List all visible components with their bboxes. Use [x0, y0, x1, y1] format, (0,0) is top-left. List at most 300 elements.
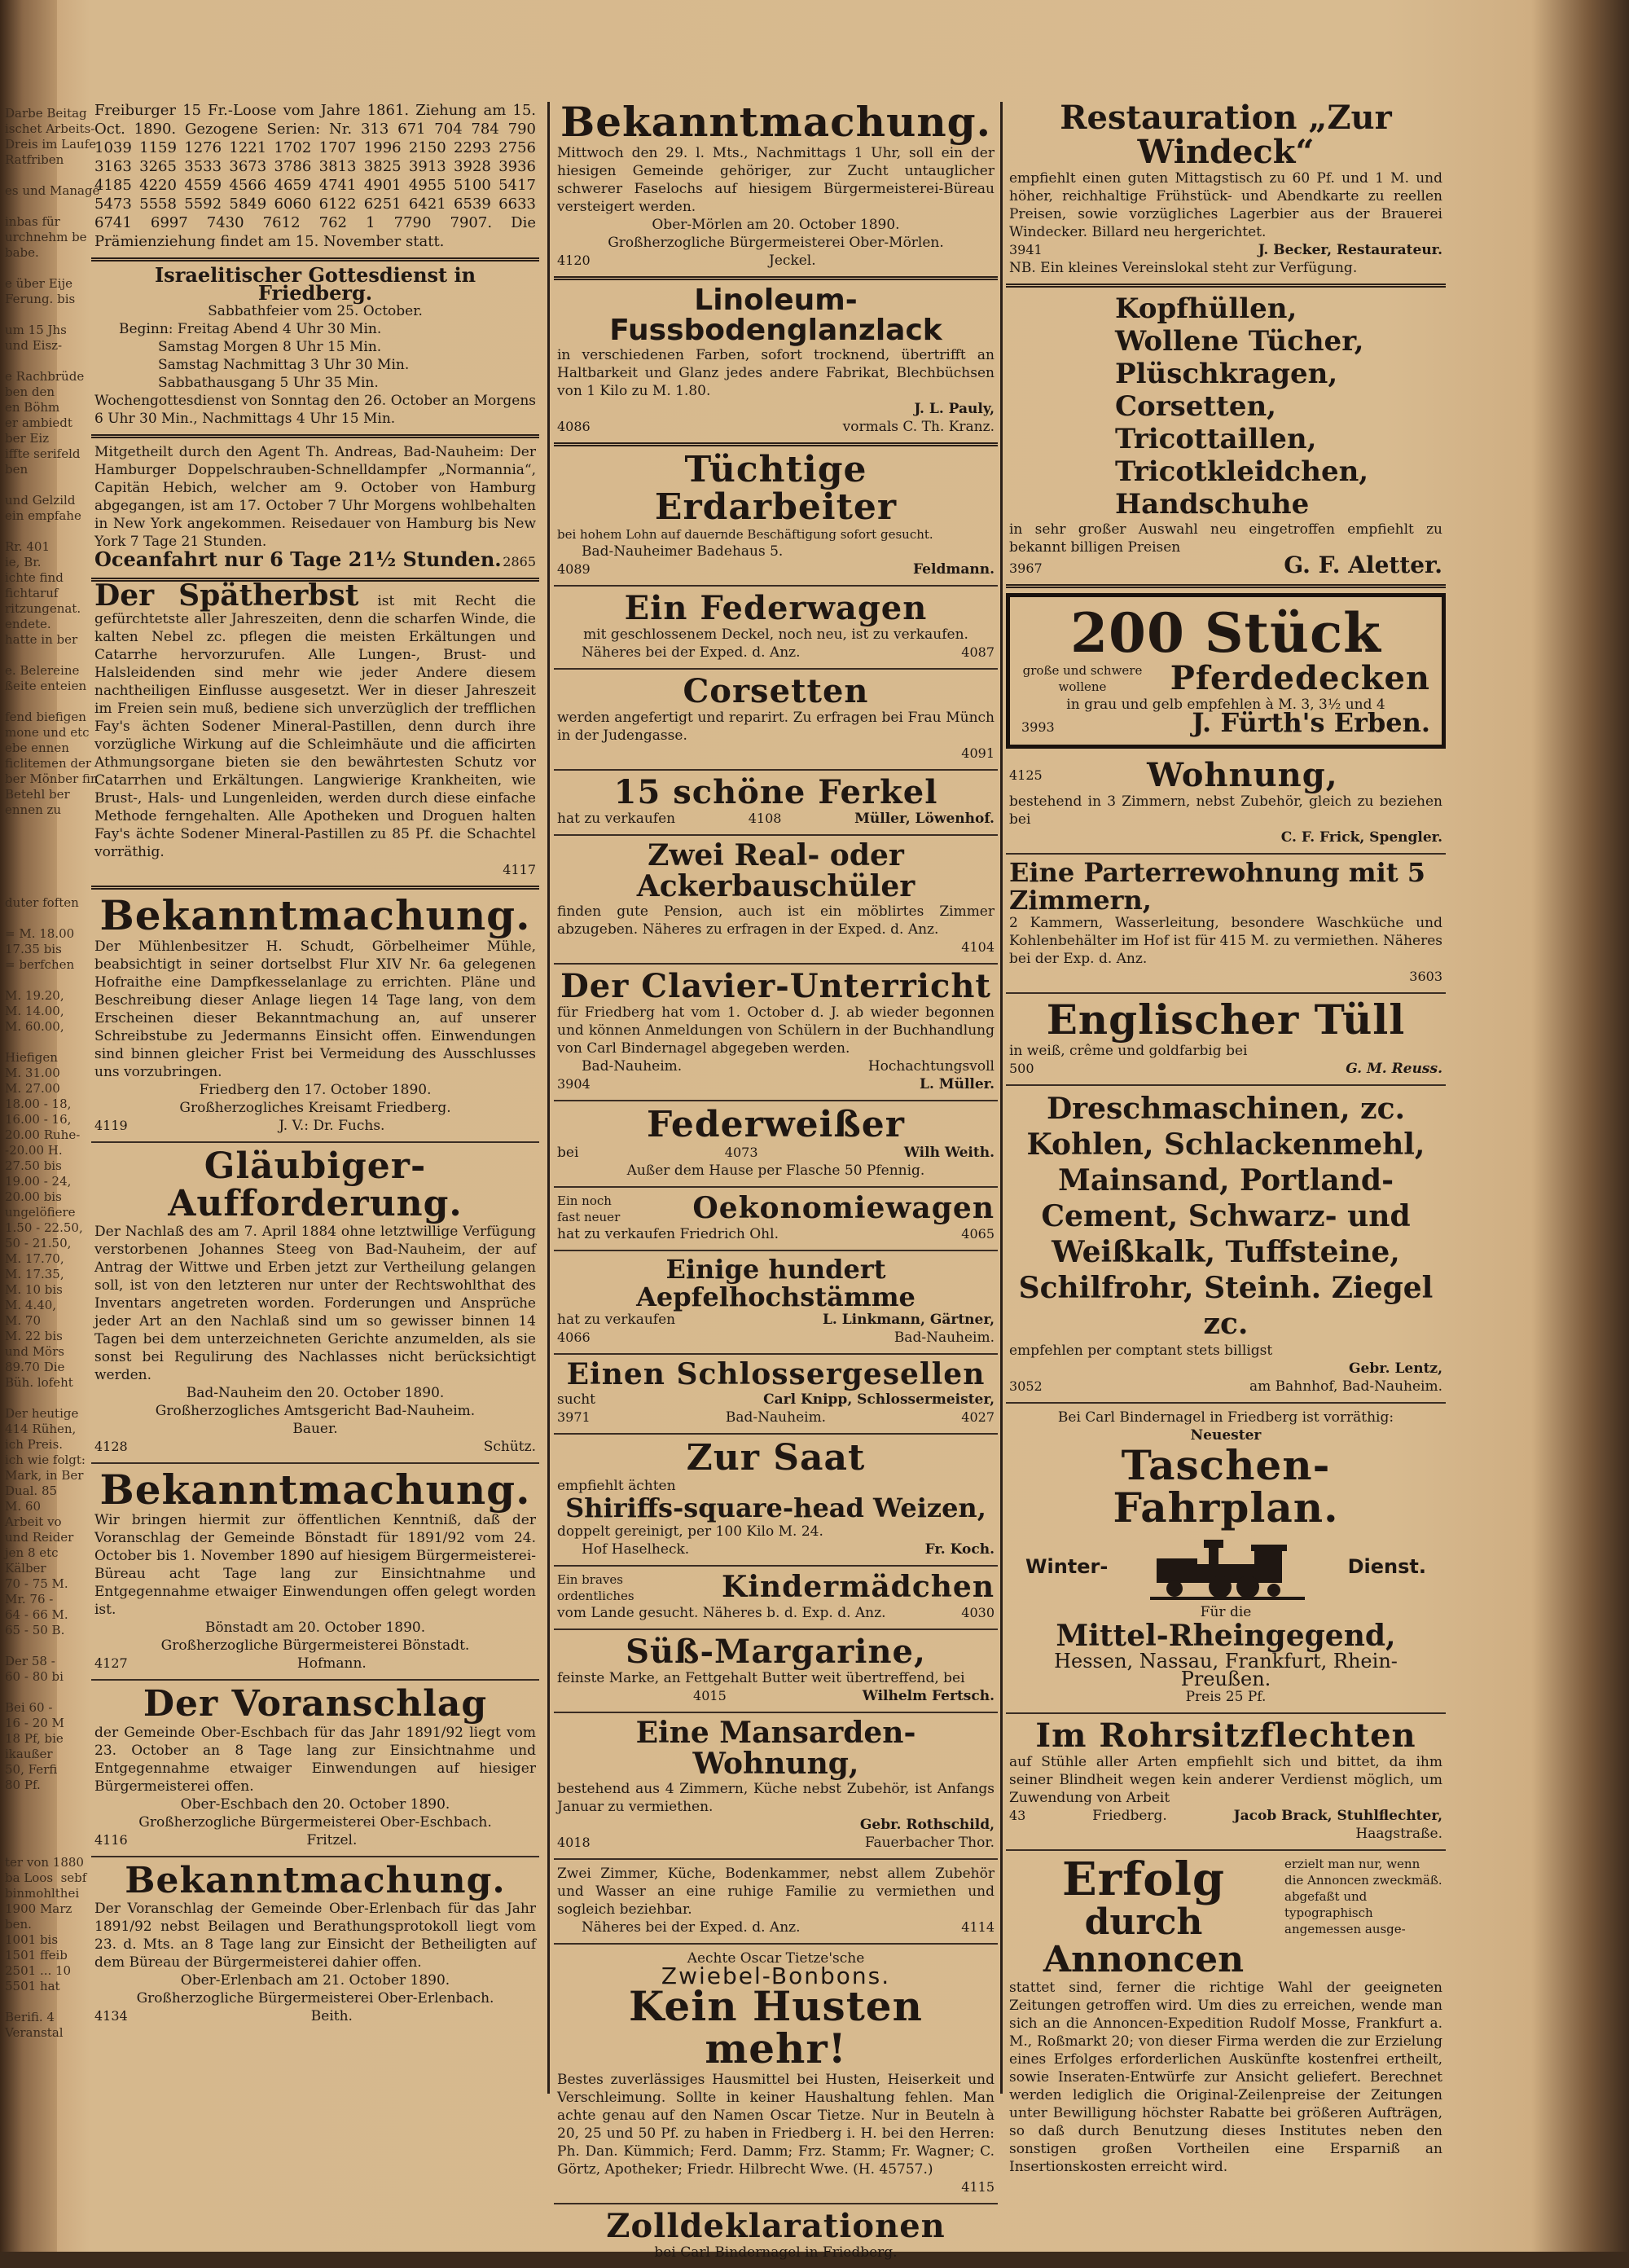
- binding-stub-line: Hiefigen: [5, 1050, 58, 1065]
- binding-stub-line: ich Preis.: [5, 1437, 64, 1452]
- budget-title: Der Voranschlag: [143, 1683, 488, 1725]
- binding-stub-line: 20.00 bis: [5, 1189, 62, 1204]
- binding-stub-line: [5, 818, 54, 833]
- parterre-ad: [1006, 855, 1446, 994]
- budget-date: Ober-Eschbach den 20. October 1890.: [180, 1796, 450, 1813]
- ad-number: 4015: [693, 1688, 727, 1704]
- nanny-pre: Ein braves ordentliches: [557, 1572, 634, 1604]
- notice-sign: Großherzogliche Bürgermeisterei Ober-Erlenbach.: [136, 1989, 494, 2006]
- notice-date: Bönstadt am 20. October 1890.: [204, 1620, 426, 1637]
- binding-stub-line: M. 19.20,: [5, 988, 64, 1003]
- timetable-price: Preis 25 Pf.: [1185, 1688, 1267, 1705]
- building-place: am Bahnhof, Bad-Nauheim.: [1249, 1378, 1442, 1395]
- synagogue-line: Sabbathausgang 5 Uhr 35 Min.: [158, 375, 379, 391]
- apple-text: hat zu verkaufen: [557, 1312, 676, 1329]
- binding-stub-line: fichtaruf: [5, 586, 59, 600]
- notice-text: Der Voranschlag der Gemeinde Ober-Erlenbach für das Jahr 1891/92 nebst Beilagen und Berathungsprotokoll liegt vom 23. d. Mts. an 8 Tage lang zur Einsicht der Betheiligten auf dem Büreau der Bürgermeisterei dahier offen.: [94, 1900, 536, 1971]
- binding-stub-line: Veranstal: [5, 2025, 64, 2040]
- margarine-sign: Wilhelm Fertsch.: [862, 1688, 995, 1705]
- customs-text: bei Carl Bindernagel in Friedberg.: [654, 2244, 898, 2261]
- budget-text: der Gemeinde Ober-Eschbach für das Jahr 1891/92 liegt vom 23. October an 8 Tage lang zur Einsichtnahme und Entgegennahme etwaiger Einwendungen auf hiesiger Bürgermeisterei offen.: [94, 1724, 536, 1795]
- binding-stub-line: und Gelzild: [5, 493, 76, 508]
- econwagon-pre: Ein noch fast neuer: [557, 1193, 621, 1225]
- building-sign: Gebr. Lentz,: [1348, 1360, 1442, 1377]
- seed-ad: [554, 1435, 998, 1567]
- ad-number: 43: [1009, 1807, 1026, 1823]
- binding-stub-line: [5, 168, 54, 183]
- binding-stub-line: [5, 1391, 54, 1406]
- notice-sign: Großherzogliches Kreisamt Friedberg.: [179, 1099, 451, 1116]
- cough-top: Aechte Oscar Tietze'sche: [687, 1949, 865, 1967]
- flat-text: bestehend in 3 Zimmern, nebst Zubehör, gleich zu beziehen bei: [1009, 793, 1442, 829]
- seed-pre: empfiehlt ächten: [557, 1478, 676, 1495]
- ad-number: 3052: [1009, 1378, 1043, 1394]
- binding-stub-line: ebe ennen: [5, 741, 69, 755]
- timetable-region: Mittel-Rheingegend,: [1056, 1618, 1396, 1653]
- wine-sign: Wilh Weith.: [903, 1145, 995, 1162]
- linoleum-ad: [554, 280, 998, 447]
- binding-stub-line: [5, 833, 54, 849]
- binding-stub-line: Darbe Beitag: [5, 106, 87, 121]
- binding-stub-line: e Rachbrüde: [5, 369, 85, 384]
- attic-title: Eine Mansarden-Wohnung,: [635, 1716, 916, 1781]
- timetable-ad: [1006, 1404, 1446, 1714]
- ad-number: 3967: [1009, 560, 1043, 576]
- notice-oberm: [554, 96, 998, 280]
- binding-stub-line: M. 60.00,: [5, 1019, 64, 1034]
- corsets-text: werden angefertigt und reparirt. Zu erfragen bei Frau Münch in der Judengasse.: [557, 710, 995, 745]
- knitwear-ad: [1006, 288, 1446, 588]
- notice-title: Bekanntmachung.: [560, 98, 992, 146]
- cane-ad: [1006, 1714, 1446, 1851]
- building-title: Dreschmaschinen, zc. Kohlen, Schlackenmehl, Mainsand, Portland-Cement, Schwarz- und Weißkalk, Tuffsteine, Schilfrohr, Steinh. Ziegel zc.: [1018, 1091, 1434, 1341]
- binding-stub-line: [5, 648, 54, 663]
- flat-ad: [1006, 754, 1446, 855]
- ad-number: 500: [1009, 1060, 1034, 1076]
- binding-stub-line: 70 - 75 M.: [5, 1576, 68, 1591]
- workers-place: Bad-Nauheimer Badehaus 5.: [582, 543, 784, 560]
- tulle-ad: [1006, 994, 1446, 1086]
- binding-stub-line: Der 58 -: [5, 1654, 55, 1668]
- notice-title: Bekanntmachung.: [99, 1465, 531, 1514]
- binding-stub-line: [5, 864, 54, 880]
- students-title: Zwei Real- oder Ackerbauschüler: [636, 838, 915, 904]
- binding-stub-line: er ambiedt: [5, 415, 72, 430]
- column-rule: [1000, 102, 1003, 2094]
- restaurant-title: Restauration „Zur Windeck“: [1060, 99, 1392, 171]
- wine-bei: bei: [557, 1145, 579, 1162]
- seed-title: Zur Saat: [686, 1437, 866, 1479]
- piano-sign: L. Müller.: [919, 1076, 995, 1093]
- binding-stub-line: ber Mönber fin: [5, 771, 99, 786]
- notice-sign: J. V.: Dr. Fuchs.: [279, 1117, 385, 1134]
- cough-ad: [554, 1945, 998, 2204]
- late-autumn-title: Der Spätherbst: [94, 578, 359, 613]
- binding-stub-line: ben.: [5, 1917, 32, 1932]
- flat-sign: C. F. Frick, Spengler.: [1280, 829, 1442, 846]
- late-autumn-ad: [91, 578, 539, 890]
- apple-sign: Bad-Nauheim.: [894, 1330, 995, 1347]
- binding-stub-line: fend biefigen: [5, 710, 86, 724]
- binding-stub-line: es und Manage: [5, 183, 100, 198]
- binding-stub-line: [5, 1685, 54, 1700]
- success-text: stattet sind, ferner die richtige Wahl der geeigneten Zeitungen getroffen wird. Um dies zu erreichen, wende man sich an die Annoncen-Expedition Rudolf Mosse, Frankfurt a. M., Roßmarkt 20; von dieser Firma werden die zur Erzielung eines Erfolges erforderlichen Auskünfte kostenfrei ertheilt, sowie Inseraten-Entwürfe zur Ansicht geliefert. Berechnet werden lediglich die Original-Zeilenpreise der Zeitungen unter Bewilligung höchster Rabatte bei größeren Aufträgen, so daß durch Benutzung dieses Institutes neben den sonstigen großen Vortheilen eine Ersparniß an Insertionskosten erreicht wird.: [1009, 1979, 1442, 2175]
- workers-sign: Feldmann.: [913, 561, 995, 578]
- binding-stub-line: ikaußer: [5, 1747, 53, 1761]
- seed-sign: Fr. Koch.: [924, 1541, 995, 1558]
- ad-number: 3971: [557, 1409, 591, 1426]
- binding-stub-line: urchnehm be: [5, 230, 87, 244]
- ad-number: 4115: [961, 2178, 995, 2195]
- wine-title: Federweißer: [647, 1104, 905, 1146]
- binding-stub-line: M. 60: [5, 1499, 41, 1514]
- knitwear-text: in sehr großer Auswahl neu eingetroffen empfiehlt zu bekannt billigen Preisen: [1009, 521, 1442, 556]
- rooms-more: Näheres bei der Exped. d. Anz.: [582, 1919, 801, 1936]
- linoleum-text: in verschiedenen Farben, sofort trocknend, übertrifft an Haltbarkeit und Glanz jedes andere Fabrikat, Blechbüchsen von 1 Kilo zu M. 1.80.: [557, 347, 995, 400]
- notice-text: Der Mühlenbesitzer H. Schudt, Görbelheimer Mühle, beabsichtigt in seiner dortselbst Flur XIV Nr. 6a gelegenen Hofraithe eine Dampfkesselanlage zu errichten. Pläne und Beschreibung dieser Anlage liegen 14 Tage lang, von dem Erscheinen dieser Bekanntmachung an, auf unserer Schreibstube zu Jedermanns Einsicht offen. Einwendungen sind binnen gleicher Frist bei Vermeidung des Ausschlusses uns vorzubringen.: [94, 938, 536, 1080]
- budget-notice: [91, 1681, 539, 1857]
- binding-stub-line: ischet Arbeits-: [5, 121, 95, 136]
- binding-stub-line: Berifi. 4: [5, 2010, 55, 2024]
- synagogue-notice: [91, 262, 539, 438]
- creditors-title: Gläubiger-Aufforderung.: [168, 1145, 463, 1224]
- binding-stub-line: M. 22 bis: [5, 1329, 63, 1343]
- blankets-title2: Pferdedecken: [1170, 659, 1430, 698]
- ad-number: 4128: [94, 1438, 128, 1454]
- notice-boenstadt: [91, 1464, 539, 1681]
- column-left: [91, 96, 539, 2100]
- steamer-text: Mitgetheilt durch den Agent Th. Andreas, Bad-Nauheim: Der Hamburger Doppelschrauben-Schnelldampfer „Normannia“, Capitän Hebich, welcher am 9. October von Hamburg abgegangen, ist am 17. October 7 Uhr Morgens wohlbehalten in New York angekommen. Reisedauer von Hamburg bis New York 7 Tage 21 Stunden.: [94, 444, 536, 550]
- steamer-notice: [91, 438, 539, 582]
- cane-sign: Haagstraße.: [1355, 1825, 1442, 1842]
- binding-stub-line: um 15 Jhs: [5, 323, 67, 337]
- locomotive-icon: [1150, 1530, 1305, 1603]
- notice-title: Bekanntmachung.: [125, 1859, 506, 1901]
- binding-stub-line: 50 - 21.50,: [5, 1236, 72, 1250]
- notice-sign: Großherzogliche Bürgermeisterei Ober-Mörlen.: [608, 234, 944, 251]
- success-side: erzielt man nur, wenn die Annoncen zweckmäß. abgefaßt und typographisch angemessen ausge-: [1284, 1856, 1442, 1936]
- binding-stub-line: [5, 694, 54, 710]
- locksmith-ad: [554, 1355, 998, 1435]
- synagogue-sub: Sabbathfeier vom 25. October.: [208, 303, 423, 319]
- column-middle: [554, 96, 998, 2261]
- binding-stub-line: M. 4.40,: [5, 1298, 57, 1312]
- workers-text: bei hohem Lohn auf dauernde Beschäftigung sofort gesucht.: [557, 527, 933, 543]
- restaurant-text: empfiehlt einen guten Mittagstisch zu 60 Pf. und 1 M. und höher, reichhaltige Frühstück- und Abendkarte zu reellen Preisen, sowie vorzügliches Lagerbier aus der Brauerei Windecker. Billard neu hergerichtet.: [1009, 170, 1442, 240]
- binding-stub-line: [5, 1839, 54, 1855]
- ad-number: 4087: [961, 644, 995, 661]
- binding-stub-line: iffte serifeld: [5, 446, 81, 461]
- notice-erlenbach: [91, 1857, 539, 2032]
- binding-stub-line: M. 10 bis: [5, 1282, 63, 1297]
- knitwear-item: Kopfhüllen,: [1115, 292, 1297, 325]
- binding-stub-line: Bei 60 -: [5, 1700, 53, 1715]
- ad-number: 4027: [961, 1409, 995, 1426]
- cough-sub: Zwiebel-Bonbons.: [661, 1962, 891, 1989]
- blankets-ad: [1006, 593, 1446, 749]
- students-ad: [554, 836, 998, 965]
- rooms-ad: [554, 1860, 998, 1945]
- binding-stub-line: [5, 261, 54, 276]
- linoleum-sign: vormals C. Th. Kranz.: [842, 419, 995, 436]
- ad-number: 4030: [961, 1605, 995, 1621]
- notice-mill: [91, 890, 539, 1143]
- notice-text: Mittwoch den 29. l. Mts., Nachmittags 1 Uhr, soll ein der hiesigen Gemeinde gehöriger, zur Zucht untauglicher schwerer Faselochs auf hiesigem Bürgermeisterei-Büreau versteigert werden.: [557, 144, 995, 215]
- binding-stub-line: 20.00 Ruhe-: [5, 1127, 81, 1142]
- locksmith-title: Einen Schlossergesellen: [566, 1357, 986, 1392]
- restaurant-sign: J. Becker, Restaurateur.: [1258, 242, 1442, 258]
- cane-text: auf Stühle aller Arten empfiehlt sich und bittet, da ihm seiner Blindheit wegen kein anderer Verdienst möglich, um Zuwendung von Arbeit: [1009, 1753, 1442, 1806]
- binding-stub-line: endete.: [5, 617, 51, 631]
- margarine-ad: [554, 1630, 998, 1713]
- wine-ad: [554, 1101, 998, 1188]
- lottery-notice: [91, 96, 539, 262]
- creditors-text: Der Nachlaß des am 7. April 1884 ohne letztwillige Verfügung verstorbenen Johannes Steeg von Bad-Nauheim, der auf Antrag der Wittwe und Erben jetzt zur Vertheilung gelangen soll, ist von den letzteren nur unter der Rechtswohlthat des Inventars angetreten worden. Forderungen und Ansprüche jeder Art an den Nachlaß sind um so gewisser binnen 14 Tagen bei dem unterzeichneten Gerichte anzumelden, als sie sonst bei Regulirung des Nachlasses nicht berücksichtigt werden.: [94, 1223, 536, 1383]
- piano-title: Der Clavier-Unterricht: [560, 967, 991, 1006]
- binding-stub-line: M. 17.70,: [5, 1251, 64, 1266]
- binding-stub-line: 17.35 bis: [5, 942, 62, 956]
- nanny-text: vom Lande gesucht. Näheres b. d. Exp. d. Anz.: [557, 1605, 886, 1622]
- binding-stub-line: [5, 307, 54, 323]
- restaurant-ad: [1006, 96, 1446, 288]
- ad-number: 4089: [557, 561, 591, 578]
- timetable-top: Bei Carl Bindernagel in Friedberg ist vorräthig:: [1057, 1409, 1394, 1426]
- ad-number: 3941: [1009, 242, 1043, 257]
- binding-stub-line: und Mörs: [5, 1344, 64, 1359]
- piglets-sign: Müller, Löwenhof.: [854, 811, 995, 828]
- binding-stub-line: ie, Br.: [5, 555, 42, 569]
- binding-stub-line: 89.70 Die: [5, 1360, 65, 1374]
- piano-text: für Friedberg hat vom 1. October d. J. ab wieder begonnen und können Anmeldungen von Schülern in der Buchhandlung von Carl Bindernagel abgegeben werden.: [557, 1004, 995, 1057]
- flat-title: Wohnung,: [1147, 756, 1338, 795]
- binding-stub-line: [5, 1809, 54, 1824]
- notice-date: Ober-Erlenbach am 21. October 1890.: [180, 1971, 450, 1989]
- binding-stub-line: [5, 1994, 54, 2010]
- binding-stub-line: 1001 bis: [5, 1932, 59, 1947]
- piglets-ad: [554, 771, 998, 836]
- binding-stub-line: Ferung. bis: [5, 292, 76, 306]
- ad-number: 4119: [94, 1117, 128, 1133]
- binding-stub-line: e. Belereine: [5, 663, 80, 678]
- ad-number: 3904: [557, 1076, 591, 1092]
- binding-stub-line: 65 - 50 B.: [5, 1623, 65, 1637]
- binding-stub-line: ichte find: [5, 570, 64, 585]
- workers-ad: [554, 446, 998, 587]
- binding-stub-line: binmohlthei: [5, 1886, 80, 1901]
- binding-stub-line: [5, 524, 54, 539]
- binding-stub-line: en Böhm: [5, 400, 60, 415]
- binding-stub-line: [5, 1035, 54, 1050]
- ad-number: 4117: [503, 862, 536, 877]
- cough-text: Bestes zuverlässiges Hausmittel bei Husten, Heiserkeit und Verschleimung. Sollte in keiner Haushaltung fehlen. Man achte genau auf den Namen Oscar Tietze. Nur in Beuteln à 20, 25 und 50 Pf. zu haben in Friedberg i. H. bei den Herren: Ph. Dan. Kümmich; Ferd. Damm; Frz. Stamm; Fr. Wagner; C. Görtz, Apotheker; Friedr. Hilbrecht Wwe. (H. 45757.): [557, 2071, 995, 2178]
- binding-stub-line: M. 31.00: [5, 1066, 60, 1080]
- knitwear-item: Wollene Tücher,: [1115, 325, 1364, 358]
- attic-text: bestehend aus 4 Zimmern, Küche nebst Zubehör, ist Anfangs Januar zu vermiethen.: [557, 1780, 995, 1815]
- binding-stub-line: = berfchen: [5, 957, 75, 972]
- customs-ad: [554, 2204, 998, 2268]
- binding-stub-line: hatte in ber: [5, 632, 78, 647]
- binding-stub-line: 5501 hat: [5, 1979, 60, 1993]
- timetable-for: Für die: [1200, 1603, 1252, 1620]
- blankets-pre: wollene: [1058, 679, 1107, 695]
- binding-stub-line: 50, Ferfi: [5, 1762, 58, 1777]
- ad-number: 4125: [1009, 767, 1043, 784]
- timetable-right: Dienst.: [1347, 1554, 1426, 1578]
- knitwear-item: Plüschkragen,: [1115, 358, 1338, 390]
- binding-stub-line: ber Eiz: [5, 431, 50, 446]
- notice-text: Wir bringen hiermit zur öffentlichen Kenntniß, daß der Voranschlag der Gemeinde Bönstadt für 1891/92 vom 24. October bis 1. November 1890 auf hiesigem Bürgermeisterei-Büreau acht Tage lang zur Einsichtnahme und Entgegennahme etwaiger Einwendungen offen gelegt worden ist.: [94, 1512, 536, 1619]
- binding-stub-line: -20.00 H.: [5, 1143, 63, 1158]
- cough-title: Kein Husten mehr!: [629, 1981, 923, 2073]
- students-text: finden gute Pension, auch ist ein möblirtes Zimmer abzugeben. Näheres zu erfragen in der Exped. d. Anz.: [557, 903, 995, 938]
- ad-number: 3603: [1409, 969, 1442, 985]
- notice-title: Bekanntmachung.: [99, 891, 531, 939]
- econwagon-title: Oekonomiewagen: [692, 1191, 995, 1226]
- ad-number: 4086: [557, 419, 591, 435]
- binding-stub-line: 64 - 66 M.: [5, 1607, 68, 1622]
- creditors-sign: Schütz.: [483, 1438, 536, 1455]
- binding-stub-line: jen 8 etc: [5, 1545, 59, 1560]
- locksmith-sign: Bad-Nauheim.: [725, 1409, 827, 1426]
- binding-stub-line: Büh. lofeht: [5, 1375, 73, 1390]
- attic-sign: Gebr. Rothschild,: [859, 1816, 995, 1833]
- ad-number: 4091: [961, 745, 995, 762]
- binding-stub-line: e über Eije: [5, 276, 72, 291]
- binding-stub-text: [5, 106, 100, 2041]
- column-rule: [547, 102, 550, 2094]
- ad-number: 4127: [94, 1655, 128, 1672]
- piano-place: Bad-Nauheim.: [582, 1058, 683, 1075]
- blankets-pre: große und schwere: [1022, 663, 1143, 679]
- synagogue-line: Samstag Morgen 8 Uhr 15 Min.: [158, 339, 382, 355]
- ad-number: 4116: [94, 1831, 128, 1848]
- locksmith-sign: Carl Knipp, Schlossermeister,: [763, 1391, 995, 1409]
- binding-stub-line: ungelöfiere: [5, 1205, 76, 1220]
- ad-number: 4104: [961, 939, 995, 956]
- synagogue-title: Israelitischer Gottesdienst in Friedberg.: [154, 263, 476, 305]
- notice-date: Ober-Mörlen am 20. October 1890.: [652, 216, 900, 233]
- ad-number: 4065: [961, 1226, 995, 1242]
- corsets-ad: [554, 670, 998, 771]
- econwagon-text: hat zu verkaufen Friedrich Ohl.: [557, 1226, 779, 1243]
- corsets-title: Corsetten: [683, 672, 869, 711]
- tulle-text: in weiß, crême und goldfarbig bei: [1009, 1042, 1248, 1059]
- tulle-sign: G. M. Reuss.: [1346, 1060, 1442, 1077]
- binding-stub-line: ßeite enteien: [5, 679, 87, 693]
- binding-stub-line: ennen zu: [5, 802, 62, 817]
- rooms-text: Zwei Zimmer, Küche, Bodenkammer, nebst allem Zubehör und Wasser an eine ruhige Familie zu vermiethen und sogleich beziehbar.: [557, 1865, 995, 1918]
- seed-place: Hof Haselheck.: [582, 1541, 690, 1558]
- seed-text: doppelt gereinigt, per 100 Kilo M. 24.: [557, 1523, 823, 1541]
- binding-stub-line: ich wie folgt:: [5, 1453, 86, 1467]
- binding-stub-line: und Eisz-: [5, 338, 63, 353]
- binding-stub-line: babe.: [5, 245, 39, 260]
- customs-title: Zolldeklarationen: [606, 2206, 946, 2245]
- parterre-title: Eine Parterrewohnung mit 5 Zimmern,: [1009, 857, 1425, 916]
- binding-stub-line: 1.50 - 22.50,: [5, 1220, 83, 1235]
- lottery-text: Freiburger 15 Fr.-Loose vom Jahre 1861. Ziehung am 15. Oct. 1890. Gezogene Serien: Nr. 313 671 704 784 790 1039 1159 1276 1221 1702 1707 1996 2150 2293 2756 3163 3265 3533 3673 3786 3813 3825 3913 3928 3936 4185 4220 4559 4566 4659 4741 4901 4955 5100 5417 5473 5558 5592 5849 6060 6122 6251 6421 6539 6633 6741 6997 7430 7612 762 1 7790 7907. Die Prämienziehung findet am 15. November statt.: [94, 102, 536, 250]
- binding-stub-line: 16.00 - 16,: [5, 1112, 72, 1127]
- binding-stub-line: 60 - 80 bi: [5, 1669, 64, 1684]
- success-ad: [1006, 1851, 1446, 2182]
- creditors-sign: Großherzogliches Amtsgericht Bad-Nauheim.: [155, 1402, 476, 1419]
- creditors-sign: Bauer.: [292, 1420, 338, 1437]
- ad-number: 4114: [961, 1919, 995, 1935]
- econwagon-ad: [554, 1188, 998, 1251]
- binding-stub-line: 80 Pf.: [5, 1778, 41, 1792]
- binding-stub-line: 19.00 - 24,: [5, 1174, 72, 1189]
- binding-stub-line: 1900 Marz: [5, 1901, 72, 1916]
- ad-number: 4018: [557, 1834, 591, 1850]
- budget-sign: Fritzel.: [306, 1831, 358, 1848]
- notice-sign: Jeckel.: [769, 252, 816, 269]
- binding-stub-line: 18 Pf, bie: [5, 1731, 64, 1746]
- synagogue-line: Beginn: Freitag Abend 4 Uhr 30 Min.: [119, 321, 382, 337]
- binding-stub-line: Mark, in Ber: [5, 1468, 84, 1483]
- timetable-title: Taschen-Fahrplan.: [1113, 1440, 1339, 1532]
- binding-stub-line: [5, 849, 54, 864]
- binding-stub-line: [5, 354, 54, 369]
- federwagen-title: Ein Federwagen: [624, 589, 928, 628]
- notice-date: Friedberg den 17. October 1890.: [199, 1081, 432, 1098]
- seed-product: Shiriffs-square-head Weizen,: [565, 1492, 986, 1524]
- binding-stub-line: [5, 1824, 54, 1839]
- notice-sign: Großherzogliche Bürgermeisterei Bönstadt.: [160, 1637, 470, 1655]
- binding-stub-line: ter von 1880: [5, 1855, 84, 1870]
- binding-stub-line: M. 17.35,: [5, 1267, 64, 1281]
- federwagen-ad: [554, 587, 998, 670]
- cane-title: Im Rohrsitzflechten: [1035, 1716, 1416, 1755]
- binding-stub-line: [5, 199, 54, 214]
- ad-number: 2865: [503, 554, 536, 569]
- success-title: Erfolg: [1061, 1852, 1226, 1906]
- binding-stub-line: = M. 18.00: [5, 926, 75, 941]
- binding-stub-line: ritzungenat.: [5, 601, 81, 616]
- synagogue-footer: Wochengottesdienst von Sonntag den 26. October an Morgens 6 Uhr 30 Min., Nachmittags 4 Uhr 15 Min.: [94, 393, 536, 427]
- cane-place: Friedberg.: [1092, 1807, 1167, 1824]
- binding-stub-line: inbas für: [5, 214, 60, 229]
- federwagen-more: Näheres bei der Exped. d. Anz.: [582, 644, 801, 662]
- ad-number: 4134: [94, 2007, 128, 2024]
- linoleum-sign: J. L. Pauly,: [914, 401, 995, 418]
- wine-text: Außer dem Hause per Flasche 50 Pfennig.: [626, 1163, 925, 1180]
- binding-stub-line: [5, 1793, 54, 1809]
- knitwear-item: Tricotkleidchen,: [1115, 455, 1369, 488]
- binding-stub-line: Kälber: [5, 1561, 46, 1576]
- notice-sign: Hofmann.: [296, 1655, 367, 1672]
- knitwear-item: Tricottaillen,: [1115, 423, 1317, 455]
- attic-sign: Fauerbacher Thor.: [864, 1834, 995, 1851]
- binding-stub-line: M. 27.00: [5, 1081, 60, 1096]
- budget-sign: Großherzogliche Bürgermeisterei Ober-Eschbach.: [138, 1813, 492, 1831]
- column-right: [1006, 96, 1446, 2175]
- binding-stub-line: 414 Rühen,: [5, 1422, 77, 1436]
- apple-title: Einige hundert Aepfelhochstämme: [636, 1254, 915, 1312]
- blankets-text: in grau und gelb empfehlen à M. 3, 3½ und 4: [1066, 697, 1385, 714]
- blankets-title: 200 Stück: [1070, 601, 1381, 665]
- piano-regards: Hochachtungsvoll: [867, 1058, 995, 1075]
- ad-number: 4108: [748, 811, 782, 827]
- ad-number: 3993: [1021, 719, 1055, 736]
- linoleum-title: Linoleum-Fussbodenglanzlack: [609, 283, 942, 348]
- binding-stub-line: [5, 1638, 54, 1654]
- binding-stub-line: ficlitemen der: [5, 756, 92, 771]
- knitwear-sign: G. F. Aletter.: [1284, 552, 1442, 578]
- timetable-states: Hessen, Nassau, Frankfurt, Rhein-Preußen.: [1054, 1649, 1398, 1690]
- binding-stub-line: ben: [5, 462, 29, 477]
- late-autumn-text: ist mit Recht die gefürchtetste aller Jahreszeiten, denn die scharfen Winde, die kalten Nebel zc. pflegen die meisten Erkältungen und Catarrhe hervorzurufen. Alle Lungen-, Brust- und Halsleidenden sind mehr wie jeder Andere diesem nachtheiligen Einflusse ausgesetzt. Wer in dieser Jahreszeit im Freien sein muß, bediene sich unverzüglich der trefflichen Fay's ächten Sodener Mineral-Pastillen, denn durch ihre vorzügliche Wirkung auf die Schleimhäute und die afficirten Athmungsorgane bieten sie den bewährtesten Schutz vor Catarrhen und Erkältungen. Langwierige Krankheiten, wie Brust-, Hals- und Lungenleiden, werden durch diese einfache Methode ferngehalten. Alle Apotheken und Droguen halten Fay's ächte Sodener Mineral-Pastillen zu 85 Pf. die Schachtel vorräthig.: [94, 593, 536, 860]
- ad-number: 4120: [557, 252, 591, 268]
